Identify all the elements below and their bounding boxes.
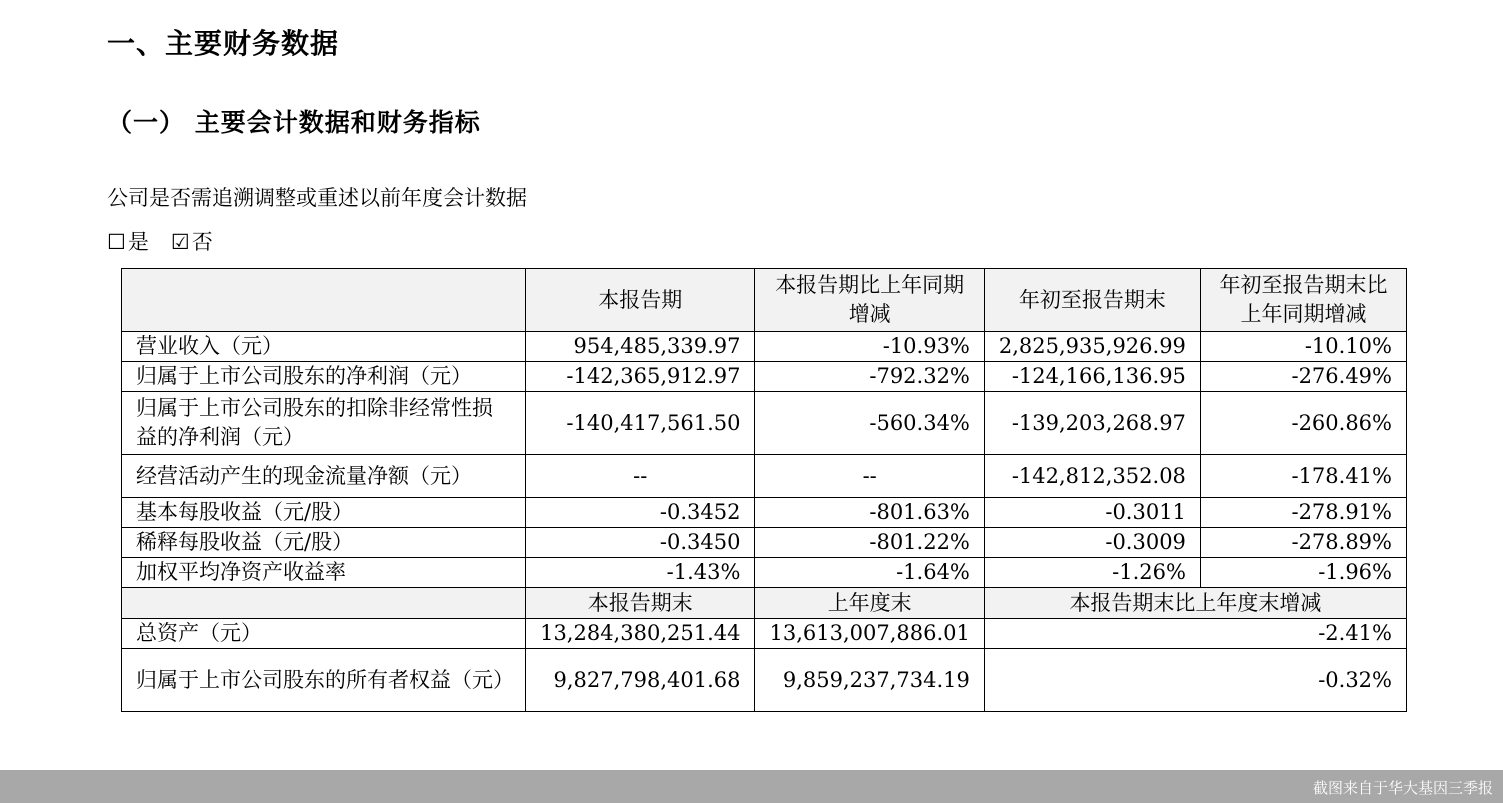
table-cell: -1.26% [984,558,1200,588]
table-cell: -0.3011 [984,498,1200,528]
header-cell: 本报告期末比上年度末增减 [984,588,1406,619]
table-row [122,649,1407,712]
table-cell: -178.41% [1200,455,1406,498]
option-yes-label: 是 [127,230,149,254]
table-row [122,332,1407,362]
table-cell: 13,284,380,251.44 [526,619,755,649]
table-row [122,528,1407,558]
page-heading: 一、主要财务数据 [107,27,340,60]
header-cell [122,269,526,332]
table-cell: -560.34% [755,392,984,455]
table-cell: -0.3009 [984,528,1200,558]
row-label: 归属于上市公司股东的所有者权益（元） [122,649,526,712]
table-cell: -0.32% [984,649,1406,712]
header-cell: 年初至报告期末比上年同期增减 [1200,269,1406,332]
restatement-options [107,226,215,256]
table-cell: -2.41% [984,619,1406,649]
table-row [122,392,1407,455]
checkbox-no-icon: ☑ [170,230,190,254]
table-cell: -142,365,912.97 [526,362,755,392]
header-cell: 年初至报告期末 [984,269,1200,332]
footer-bar [0,770,1503,803]
table-cell: -260.86% [1200,392,1406,455]
table-cell: 13,613,007,886.01 [755,619,984,649]
row-label: 总资产（元） [122,619,526,649]
table-cell: -801.63% [755,498,984,528]
table-cell: -801.22% [755,528,984,558]
section-heading: （一） 主要会计数据和财务指标 [107,108,481,137]
table-cell: -1.96% [1200,558,1406,588]
table-cell: -278.89% [1200,528,1406,558]
header-cell [122,588,526,619]
table-cell: -1.43% [526,558,755,588]
header-cell: 本报告期比上年同期增减 [755,269,984,332]
table-cell: 9,859,237,734.19 [755,649,984,712]
table-cell: -792.32% [755,362,984,392]
row-label: 稀释每股收益（元/股） [122,528,526,558]
row-label: 经营活动产生的现金流量净额（元） [122,455,526,498]
table-row [122,362,1407,392]
source-caption: 截图来自于华大基因三季报 [1312,779,1493,797]
table-cell: -10.10% [1200,332,1406,362]
table-cell: -0.3450 [526,528,755,558]
row-label: 加权平均净资产收益率 [122,558,526,588]
table-cell: -10.93% [755,332,984,362]
restatement-question: 公司是否需追溯调整或重述以前年度会计数据 [107,186,527,210]
table-cell: -142,812,352.08 [984,455,1200,498]
table-cell: -278.91% [1200,498,1406,528]
table-row [122,619,1407,649]
row-label: 归属于上市公司股东的扣除非经常性损益的净利润（元） [122,392,526,455]
row-label: 营业收入（元） [122,332,526,362]
table-row [122,455,1407,498]
financial-data-table [121,268,1407,712]
header-cell: 本报告期末 [526,588,755,619]
header-cell: 上年度末 [755,588,984,619]
header-cell: 本报告期 [526,269,755,332]
table-cell: -- [526,455,755,498]
table-cell: 9,827,798,401.68 [526,649,755,712]
table-cell: -140,417,561.50 [526,392,755,455]
table-cell: -139,203,268.97 [984,392,1200,455]
table-cell: -276.49% [1200,362,1406,392]
table-row [122,558,1407,588]
row-label: 归属于上市公司股东的净利润（元） [122,362,526,392]
option-no-label: 否 [191,230,213,254]
table-cell: 2,825,935,926.99 [984,332,1200,362]
table-cell: 954,485,339.97 [526,332,755,362]
table-subheader-row [122,588,1407,619]
table-row [122,498,1407,528]
table-cell: -124,166,136.95 [984,362,1200,392]
table-header-row [122,269,1407,332]
table-cell: -- [755,455,984,498]
table-cell: -1.64% [755,558,984,588]
checkbox-yes-icon: ☐ [107,230,126,254]
row-label: 基本每股收益（元/股） [122,498,526,528]
table-cell: -0.3452 [526,498,755,528]
